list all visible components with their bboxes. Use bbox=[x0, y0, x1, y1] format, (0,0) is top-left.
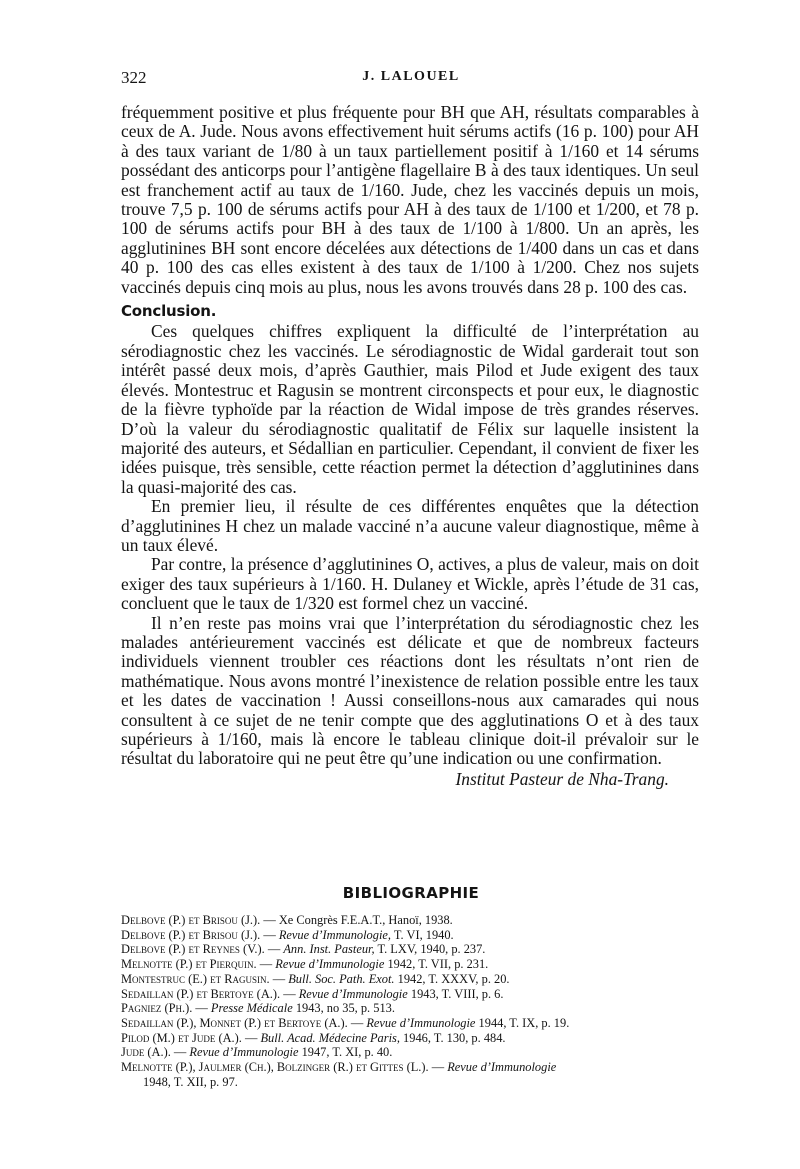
reference-authors: Delbove (P.) et Reynes (V.). bbox=[121, 942, 265, 957]
reference-6: Sedaillan (P.) et Bertoye (A.). — Revue d’Immunologie 1943, T. VIII, p. 6. bbox=[121, 986, 504, 1001]
reference-authors: Jude (A.). bbox=[121, 1045, 171, 1060]
reference-details: 1946, T. 130, p. 484. bbox=[403, 1030, 506, 1045]
reference-authors: Delbove (P.) et Brisou (J.). bbox=[121, 927, 261, 942]
conclusion-paragraph-1: Ces quelques chiffres expliquent la difficulté de l’interprétation au sérodiagnostic chez les vaccinés. Le sérodiagnostic de Widal garderait tout son intérêt passé deux mois, d’après Gauthier, mais Pilod et Jude exigent des taux élevés. Montestruc et Ragusin se montrent circonspects et pour eux, le diagnostic de la fièvre typhoïde par la réaction de Widal impose de très grandes réserves. D’où la valeur du sérodiagnostic qualitatif de Félix sur laquelle insistent la majorité des auteurs, et Sédallian en particulier. Cependant, il convient de fixer les idées puisque, très sensible, cette réaction permet la détection d’agglutinines dans la quasi-majorité des cas. bbox=[121, 321, 699, 497]
reference-journal: Ann. Inst. Pasteur, bbox=[283, 942, 375, 957]
reference-journal: Revue d’Immunologie, bbox=[278, 927, 391, 942]
reference-2: Delbove (P.) et Brisou (J.). — Revue d’Immunologie, T. VI, 1940. bbox=[121, 927, 454, 942]
reference-details: T. LXV, 1940, p. 237. bbox=[377, 942, 486, 957]
reference-details: 1943, no 35, p. 513. bbox=[295, 1001, 395, 1016]
bibliography-list bbox=[121, 913, 706, 1089]
reference-journal: Bull. Soc. Path. Exot. bbox=[288, 971, 395, 986]
conclusion-paragraph-4: Il n’en reste pas moins vrai que l’interprétation du sérodiagnostic chez les malades antérieurement vaccinés est délicate et que de nombreux facteurs individuels viennent troubler ces réactions dont les résultats n’ont rien de mathématique. Nous avons montré l’inexistence de relation possible entre les taux et les dates de vaccination ! Aussi conseillons-nous aux camarades qui nous consultent à ce sujet de ne tenir compte que des agglutinations O et à des taux supérieurs à 1/160, mais là encore le tableau clinique doit-il prévaloir sur le résultat du laboratoire qui ne peut être qu’une indication ou une confirmation. bbox=[121, 612, 699, 769]
conclusion-heading: Conclusion. bbox=[121, 302, 217, 321]
reference-journal: Revue d’Immunologie bbox=[366, 1015, 476, 1030]
running-head: J. LALOUEL bbox=[362, 69, 460, 84]
reference-authors: Melnotte (P.) et Pierquin. bbox=[121, 957, 257, 972]
reference-9: Pilod (M.) et Jude (A.). — Bull. Acad. Médecine Paris, 1946, T. 130, p. 484. bbox=[121, 1030, 506, 1045]
reference-authors: Montestruc (E.) et Ragusin. bbox=[121, 971, 270, 986]
reference-8: Sedaillan (P.), Monnet (P.) et Bertoye (A.). — Revue d’Immunologie 1944, T. IX, p. 19. bbox=[121, 1015, 570, 1030]
page-number: 322 bbox=[121, 68, 147, 87]
reference-journal: Bull. Acad. Médecine Paris, bbox=[260, 1030, 400, 1045]
reference-10: Jude (A.). — Revue d’Immunologie 1947, T. XI, p. 40. bbox=[121, 1045, 393, 1060]
reference-details: 1942, T. VII, p. 231. bbox=[387, 957, 489, 972]
conclusion-paragraph-2: En premier lieu, il résulte de ces différentes enquêtes que la détection d’agglutinines H chez un malade vacciné n’a aucune valeur diagnostique, même à un taux élevé. bbox=[121, 496, 699, 555]
reference-journal: Presse Médicale bbox=[210, 1001, 293, 1016]
signature: Institut Pasteur de Nha-Trang. bbox=[455, 768, 669, 789]
intro-paragraph: fréquemment positive et plus fréquente pour BH que AH, résultats comparables à ceux de A. Jude. Nous avons effectivement huit sérums actifs (16 p. 100) pour AH à des taux variant de 1/80 à un taux partiellement positif à 1/160 et 14 sérums possédant des anticorps pour l’antigène flagellaire B à des taux identiques. Un seul est franchement actif au taux de 1/160. Jude, chez les vaccinés depuis un mois, trouve 7,5 p. 100 de sérums actifs pour AH à des taux de 1/100 et 1/200, et 78 p. 100 de sérums actifs pour BH à des taux de 1/100 à 1/800. Un an après, les agglutinines BH sont encore décelées aux détections de 1/400 dans un cas et dans 40 p. 100 des cas elles existent à des taux de 1/100 à 1/200. Chez nos sujets vaccinés depuis cinq mois au plus, nous les avons trouvés dans 28 p. 100 des cas. bbox=[121, 102, 699, 297]
reference-11: Melnotte (P.), Jaulmer (Ch.), Bolzinger (R.) et Gittes (L.). — Revue d’Immunologie bbox=[121, 1060, 557, 1075]
reference-details: 1944, T. IX, p. 19. bbox=[478, 1015, 570, 1030]
reference-11-continued bbox=[121, 1075, 706, 1090]
reference-authors: Pagniez (Ph.). bbox=[121, 1001, 193, 1016]
reference-details: 1943, T. VIII, p. 6. bbox=[410, 986, 504, 1001]
reference-5: Montestruc (E.) et Ragusin. — Bull. Soc. Path. Exot. 1942, T. XXXV, p. 20. bbox=[121, 971, 510, 986]
reference-journal: Revue d’Immunologie bbox=[189, 1045, 299, 1060]
reference-details: 1947, T. XI, p. 40. bbox=[301, 1045, 393, 1060]
conclusion-paragraph-3: Par contre, la présence d’agglutinines O, actives, a plus de valeur, mais on doit exiger des taux supérieurs à 1/160. H. Dulaney et Wickle, après l’étude de 31 cas, concluent que le taux de 1/320 est formel chez un vacciné. bbox=[121, 554, 699, 614]
reference-7: Pagniez (Ph.). — Presse Médicale 1943, no 35, p. 513. bbox=[121, 1001, 395, 1016]
page-header bbox=[121, 68, 701, 92]
reference-journal: Revue d’Immunologie bbox=[447, 1060, 557, 1075]
bibliography-heading: BIBLIOGRAPHIE bbox=[342, 884, 480, 902]
reference-authors: Sedaillan (P.) et Bertoye (A.). bbox=[121, 986, 281, 1001]
reference-3: Delbove (P.) et Reynes (V.). — Ann. Inst. Pasteur, T. LXV, 1940, p. 237. bbox=[121, 942, 486, 957]
reference-authors: Sedaillan (P.), Monnet (P.) et Bertoye (A.). bbox=[121, 1015, 348, 1030]
reference-authors: Melnotte (P.), Jaulmer (Ch.), Bolzinger (R.) et Gittes (L.). bbox=[121, 1060, 429, 1075]
reference-details: 1942, T. XXXV, p. 20. bbox=[397, 971, 510, 986]
reference-details: 1948, T. XII, p. 97. bbox=[143, 1074, 238, 1089]
reference-details: T. VI, 1940. bbox=[393, 927, 454, 942]
reference-journal: Revue d’Immunologie bbox=[275, 957, 385, 972]
reference-authors: Delbove (P.) et Brisou (J.). bbox=[121, 913, 261, 927]
reference-4: Melnotte (P.) et Pierquin. — Revue d’Immunologie 1942, T. VII, p. 231. bbox=[121, 957, 489, 972]
reference-1 bbox=[121, 913, 706, 928]
body-text bbox=[121, 103, 699, 789]
reference-authors: Pilod (M.) et Jude (A.). bbox=[121, 1030, 242, 1045]
reference-details: — Xe Congrès F.E.A.T., Hanoï, 1938. bbox=[263, 913, 453, 927]
reference-journal: Revue d’Immunologie bbox=[298, 986, 408, 1001]
